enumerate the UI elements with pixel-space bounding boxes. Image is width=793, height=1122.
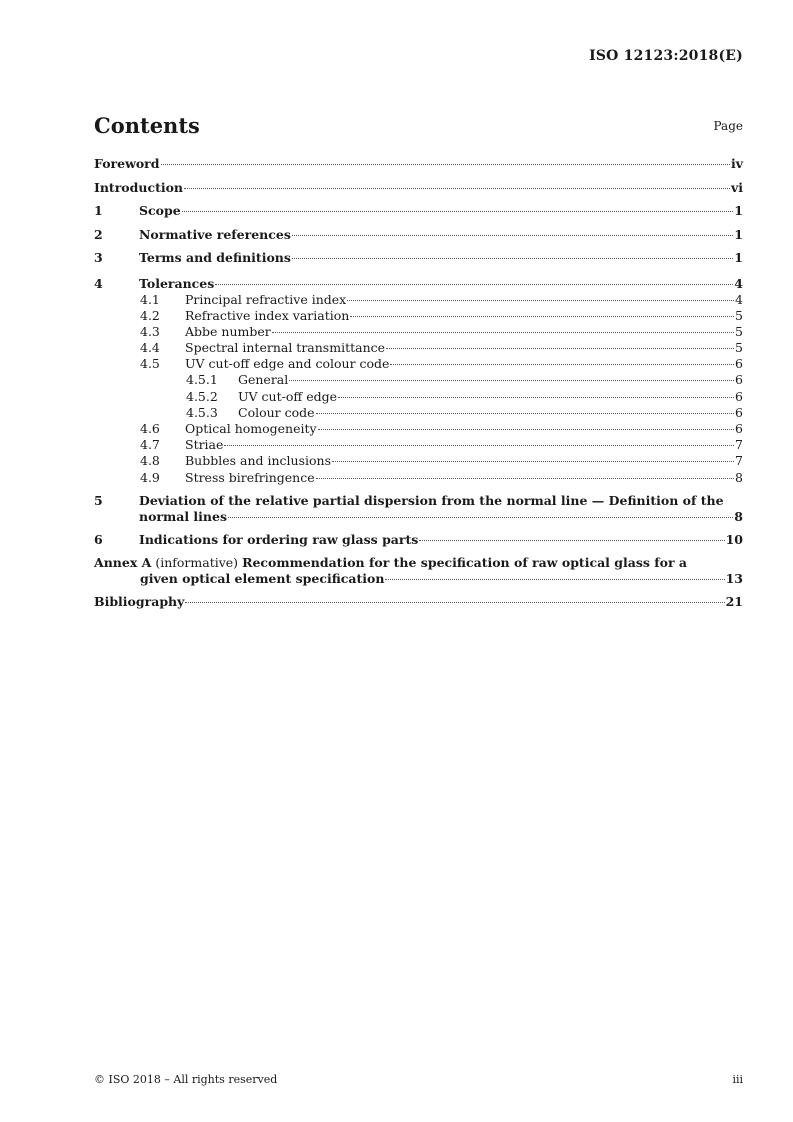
leader-dots <box>385 579 724 580</box>
footer-copyright: © ISO 2018 – All rights reserved <box>94 1073 278 1086</box>
leader-dots <box>184 188 730 189</box>
leader-dots <box>292 258 733 259</box>
toc-entry-uv-cutoff-edge-and-colour-code[interactable] <box>94 356 743 372</box>
toc-number: 4.5.3 <box>186 404 218 420</box>
toc-entry-foreword[interactable] <box>94 154 743 178</box>
page-column-label: Page <box>713 119 743 133</box>
toc-number: 2 <box>94 226 103 242</box>
toc-page: 6 <box>735 356 743 372</box>
table-of-contents <box>94 154 743 616</box>
toc-entry-colour-code[interactable] <box>94 405 743 421</box>
toc-label: Bubbles and inclusions <box>185 453 332 469</box>
toc-entry-abbe-number[interactable] <box>94 324 743 340</box>
toc-label: Colour code <box>238 404 315 420</box>
toc-entry-stress-birefringence[interactable] <box>94 470 743 486</box>
toc-number: 4.5.1 <box>186 372 218 388</box>
leader-dots <box>350 316 734 317</box>
toc-page: 1 <box>734 203 743 218</box>
toc-page: 10 <box>725 531 743 547</box>
toc-label-line1: Recommendation for the specification of raw optical glass for a <box>242 555 688 571</box>
toc-entry-general[interactable] <box>94 372 743 388</box>
toc-label: Foreword <box>94 156 160 171</box>
toc-number: 4.1 <box>140 291 160 307</box>
toc-label: UV cut-off edge <box>238 388 338 404</box>
leader-dots <box>316 478 734 479</box>
toc-number: 4.5.2 <box>186 388 218 404</box>
toc-label-line2: given optical element specification <box>140 571 385 587</box>
toc-page: 21 <box>725 594 743 610</box>
document-id: ISO 12123:2018(E) <box>589 48 743 64</box>
toc-page: 6 <box>735 421 743 436</box>
toc-label: General <box>238 372 289 388</box>
toc-label: Terms and definitions <box>139 250 291 265</box>
toc-page: iv <box>730 156 743 171</box>
toc-number: 4.8 <box>140 453 160 469</box>
toc-entry-principal-refractive-index[interactable] <box>94 292 743 308</box>
toc-page: 1 <box>734 226 743 242</box>
toc-number: 4.3 <box>140 323 160 339</box>
toc-entry-optical-homogeneity[interactable] <box>94 421 743 437</box>
toc-entry-bubbles-and-inclusions[interactable] <box>94 453 743 469</box>
toc-page: 6 <box>735 388 743 404</box>
toc-entry-introduction[interactable] <box>94 178 743 202</box>
toc-page: 4 <box>735 291 743 307</box>
toc-label: Stress birefringence <box>185 469 315 485</box>
leader-dots <box>272 332 734 333</box>
toc-page: 6 <box>735 404 743 420</box>
toc-label: Scope <box>139 203 181 218</box>
leader-dots <box>185 602 724 603</box>
toc-number: 4.6 <box>140 421 160 436</box>
leader-dots <box>347 300 734 301</box>
toc-label: Indications for ordering raw glass parts <box>139 531 419 547</box>
leader-dots <box>390 364 734 365</box>
toc-number: 3 <box>94 250 103 265</box>
toc-number: 1 <box>94 203 103 218</box>
annex-qualifier: (informative) <box>155 555 239 571</box>
toc-entry-tolerances[interactable] <box>94 275 743 292</box>
toc-entry-spectral-internal-transmittance[interactable] <box>94 340 743 356</box>
footer-page-number: iii <box>732 1073 743 1086</box>
toc-page: 8 <box>735 469 743 485</box>
toc-page: 5 <box>735 307 743 323</box>
toc-page: 13 <box>725 571 743 587</box>
toc-label: Refractive index variation <box>185 307 350 323</box>
toc-entry-striae[interactable] <box>94 437 743 453</box>
toc-label: Optical homogeneity <box>185 421 317 436</box>
leader-dots <box>318 429 734 430</box>
toc-label-line1: Deviation of the relative partial dispersion from the normal line — Definition of the <box>139 492 724 508</box>
toc-label: Normative references <box>139 226 291 242</box>
toc-page: 5 <box>735 323 743 339</box>
toc-entry-uv-cutoff-edge[interactable] <box>94 389 743 405</box>
toc-entry-bibliography[interactable] <box>94 592 743 616</box>
leader-dots <box>289 380 734 381</box>
leader-dots <box>419 540 724 541</box>
page-title: Contents <box>94 113 200 138</box>
toc-page: 5 <box>735 340 743 356</box>
toc-number: 4.4 <box>140 340 160 356</box>
toc-label: Introduction <box>94 179 184 195</box>
toc-page: vi <box>730 179 743 195</box>
leader-dots <box>338 397 734 398</box>
toc-label: Spectral internal transmittance <box>185 340 386 356</box>
toc-number: 4.9 <box>140 469 160 485</box>
toc-entry-terms-and-definitions[interactable] <box>94 248 743 272</box>
toc-label: UV cut-off edge and colour code <box>185 356 390 372</box>
annex-prefix: Annex A <box>94 555 152 571</box>
leader-dots <box>386 348 734 349</box>
toc-entry-indications-for-ordering[interactable] <box>94 530 743 554</box>
toc-number: 5 <box>94 492 103 508</box>
leader-dots <box>182 211 734 212</box>
toc-number: 4.2 <box>140 307 160 323</box>
leader-dots <box>316 413 735 414</box>
toc-entry-refractive-index-variation[interactable] <box>94 308 743 324</box>
leader-dots <box>215 284 733 285</box>
toc-label: Abbe number <box>185 323 271 339</box>
toc-number: 6 <box>94 531 103 547</box>
toc-entry-normative-references[interactable] <box>94 225 743 249</box>
leader-dots <box>161 164 730 165</box>
toc-page: 4 <box>734 275 743 291</box>
toc-entry-annex-a[interactable] <box>94 555 743 588</box>
leader-dots <box>332 461 734 462</box>
toc-label: Bibliography <box>94 594 185 610</box>
toc-number: 4.5 <box>140 356 160 372</box>
toc-entry-deviation-of-relative-partial-dispersion[interactable] <box>94 493 743 526</box>
toc-label: Principal refractive index <box>185 291 347 307</box>
toc-page: 8 <box>734 508 743 524</box>
toc-number: 4.7 <box>140 437 160 453</box>
toc-page: 7 <box>735 437 743 453</box>
leader-dots <box>224 445 734 446</box>
toc-entry-scope[interactable] <box>94 201 743 225</box>
toc-number: 4 <box>94 275 103 291</box>
toc-label: Tolerances <box>139 275 215 291</box>
toc-page: 1 <box>734 250 743 265</box>
toc-page: 7 <box>735 453 743 469</box>
leader-dots <box>228 517 733 518</box>
toc-label-line2: normal lines <box>139 508 228 524</box>
leader-dots <box>292 235 733 236</box>
toc-label: Striae <box>185 437 224 453</box>
toc-page: 6 <box>735 372 743 388</box>
